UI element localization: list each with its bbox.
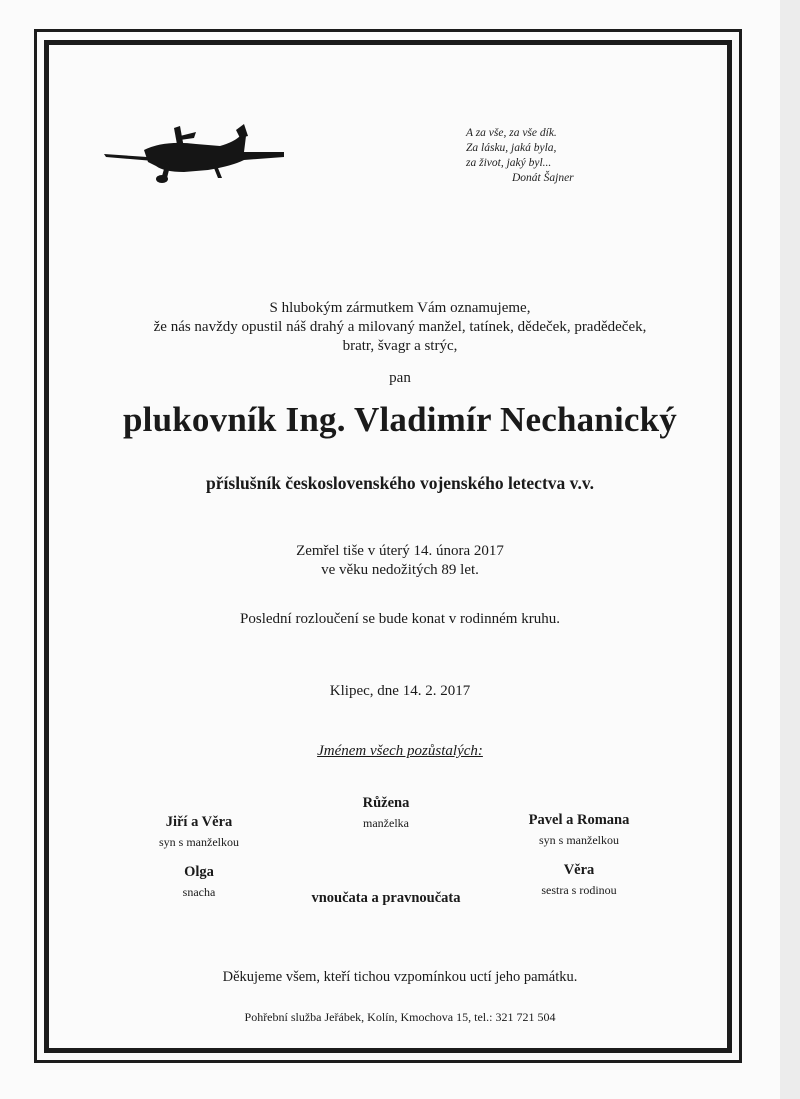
family-name: Růžena	[362, 795, 410, 811]
quote-line: A za vše, za vše dík.	[466, 127, 557, 139]
family-relation: sestra s rodinou	[541, 883, 617, 897]
family-relation: syn s manželkou	[539, 833, 619, 847]
salutation: pan	[389, 370, 411, 386]
family-name: vnoučata a pravnoučata	[311, 890, 461, 906]
family-name: Jiří a Věra	[165, 814, 233, 830]
quote-line: za život, jaký byl...	[466, 157, 552, 169]
death-line: Zemřel tiše v úterý 14. února 2017	[296, 543, 504, 559]
family-member	[479, 812, 679, 848]
deceased-name: plukovník Ing. Vladimír Nechanický	[123, 400, 677, 439]
funeral-service-footer: Pohřební služba Jeřábek, Kolín, Kmochova 15, tel.: 321 721 504	[244, 1010, 556, 1024]
intro-line: S hlubokým zármutkem Vám oznamujeme,	[269, 300, 531, 316]
family-name: Olga	[184, 864, 214, 880]
death-notice	[44, 542, 756, 580]
farewell-notice: Poslední rozloučení se bude konat v rodinném kruhu.	[240, 611, 560, 627]
paper-edge	[780, 0, 800, 1099]
family-name: Pavel a Romana	[528, 812, 630, 828]
family-member	[99, 814, 299, 850]
family-member	[479, 862, 679, 898]
family-relation: snacha	[182, 885, 216, 899]
thanks-line: Děkujeme všem, kteří tichou vzpomínkou uctí jeho památku.	[222, 969, 578, 985]
death-line: ve věku nedožitých 89 let.	[321, 562, 479, 578]
family-member	[286, 795, 486, 831]
family-relation: syn s manželkou	[159, 835, 239, 849]
quote-line: Za lásku, jaká byla,	[466, 142, 557, 154]
quote-author: Donát Šajner	[512, 172, 574, 184]
deceased-role: příslušník československého vojenského letectva v.v.	[206, 473, 594, 493]
family-member	[99, 864, 299, 900]
on-behalf-heading: Jménem všech pozůstalých:	[317, 743, 483, 759]
family-name: Věra	[563, 862, 595, 878]
intro-line: bratr, švagr a strýc,	[342, 338, 458, 354]
airplane-icon	[104, 122, 286, 188]
family-member	[286, 890, 486, 907]
family-relation: manželka	[363, 816, 409, 830]
announcement-intro	[44, 299, 756, 356]
memorial-quote	[466, 126, 574, 186]
intro-line: že nás navždy opustil náš drahý a milovaný manžel, tatínek, dědeček, pradědeček,	[153, 319, 647, 335]
place-date: Klipec, dne 14. 2. 2017	[329, 683, 471, 699]
